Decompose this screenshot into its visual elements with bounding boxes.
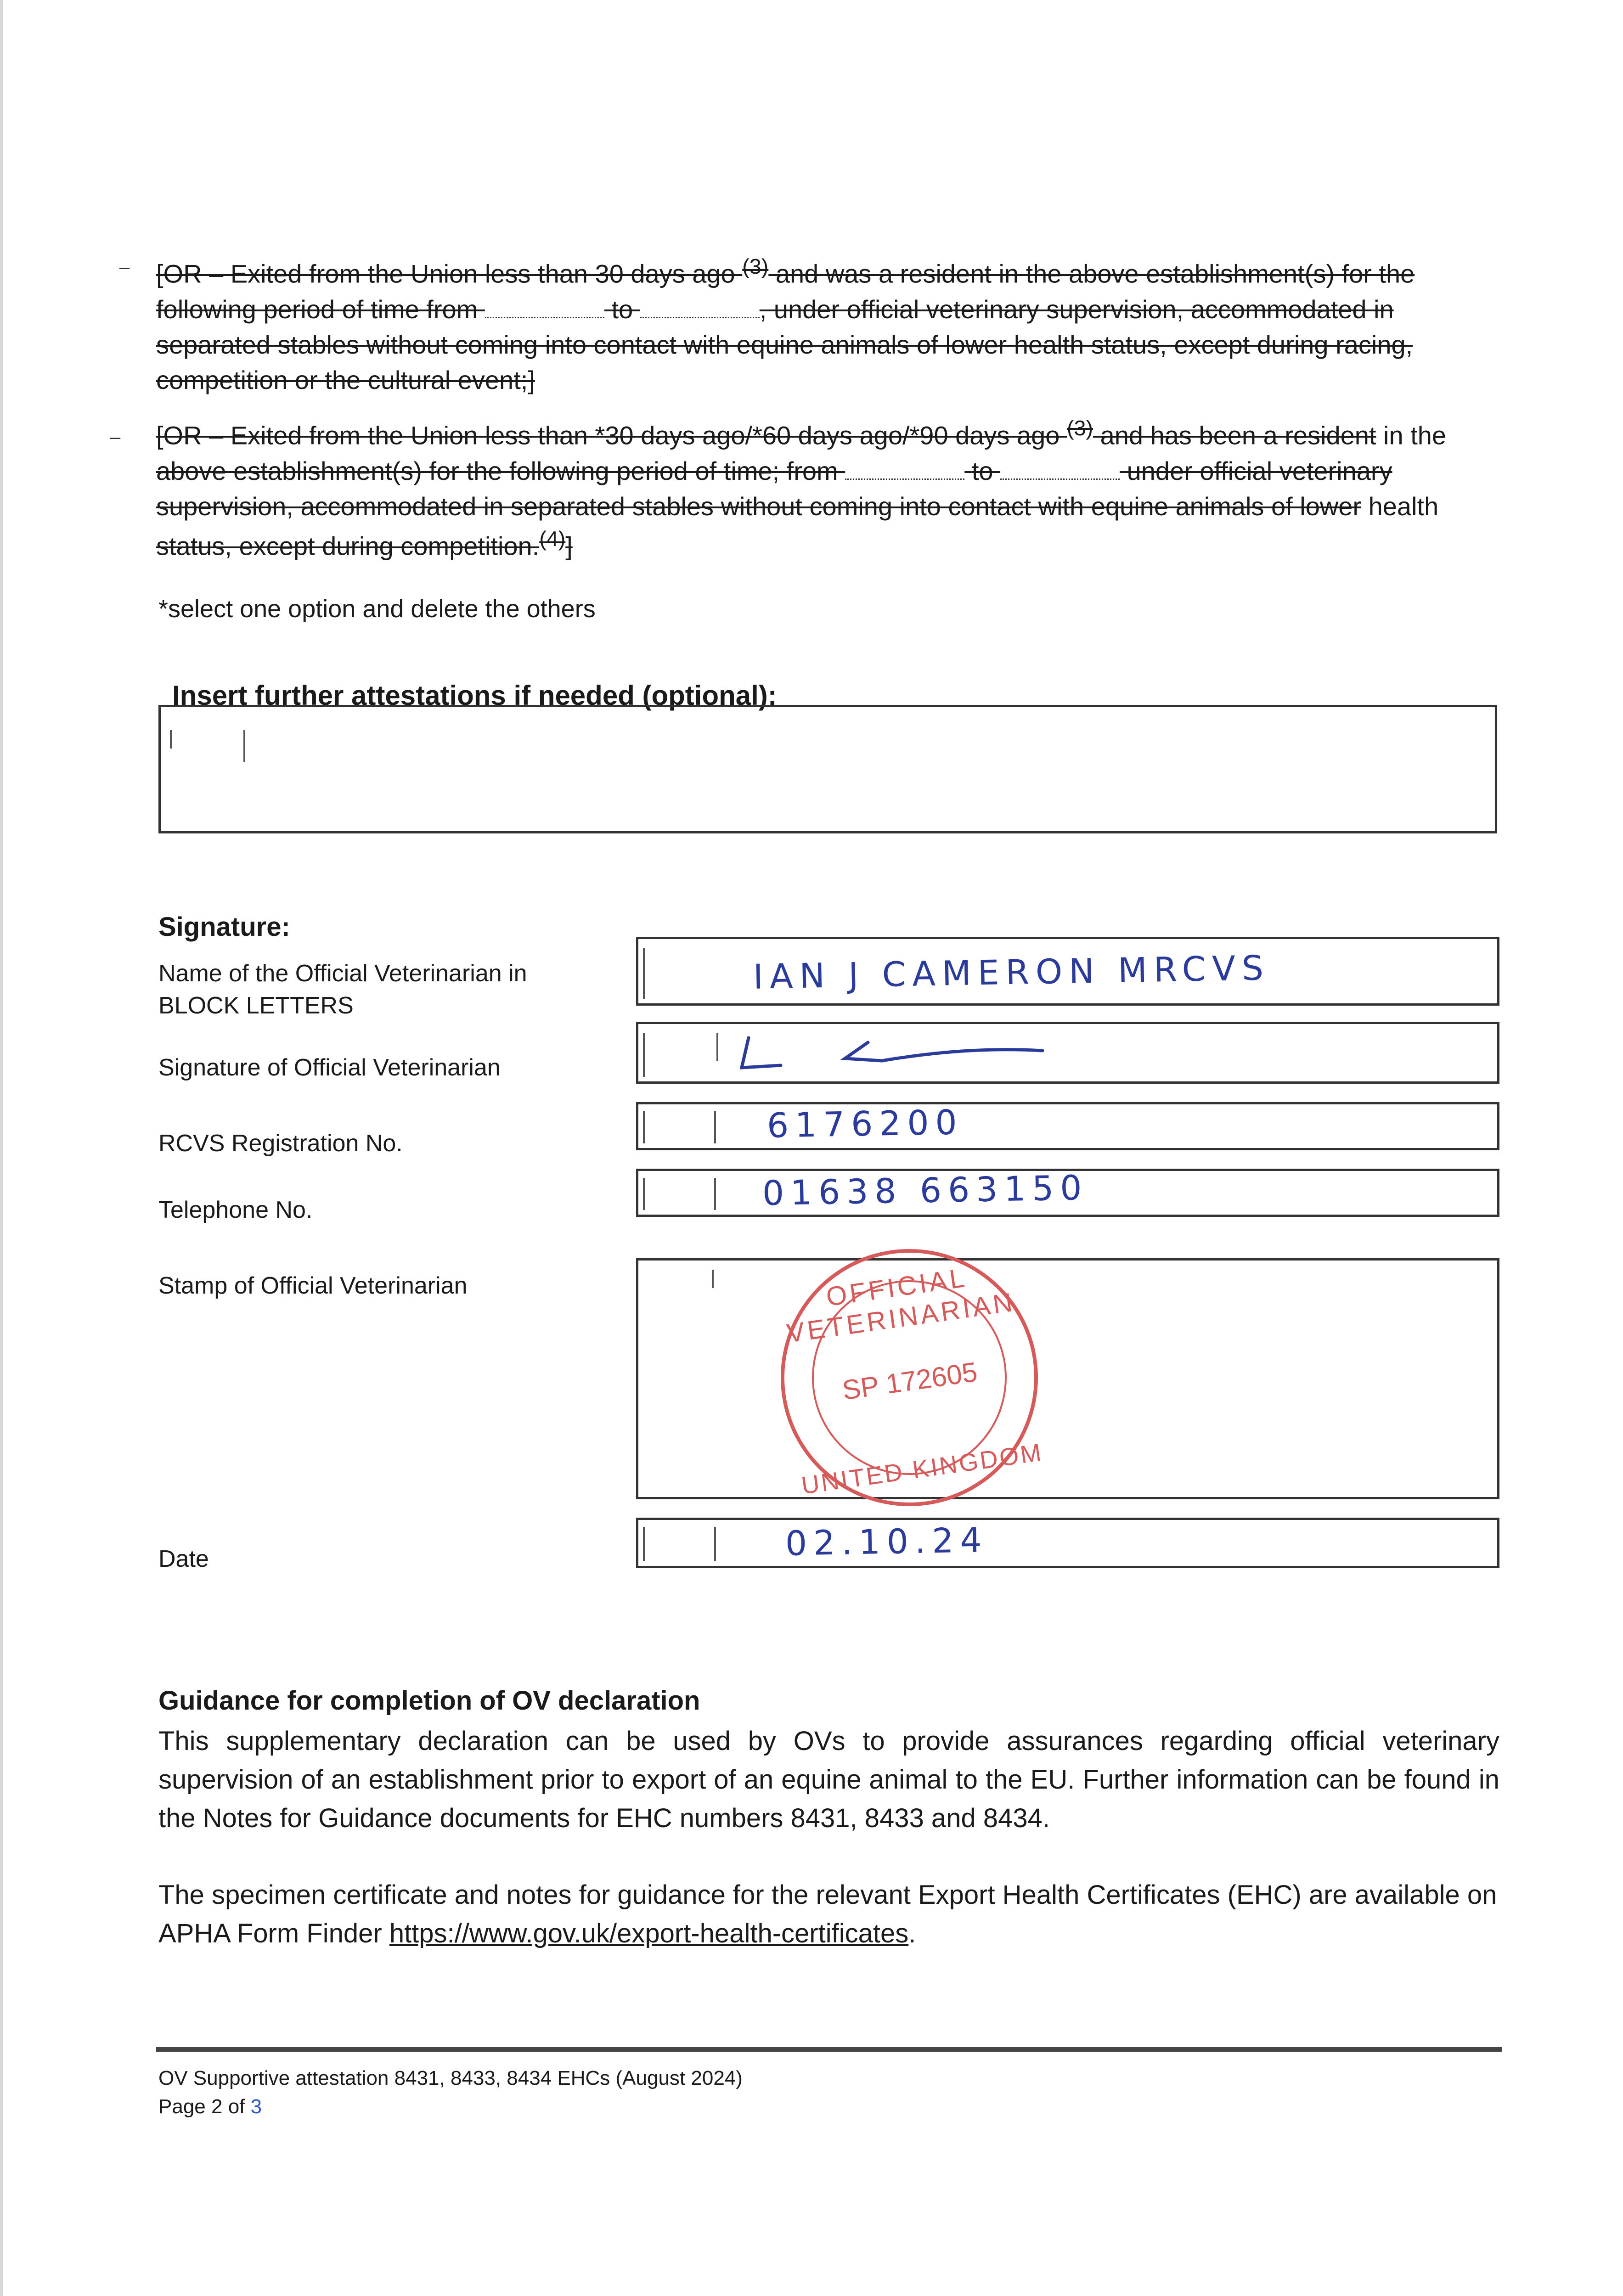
para1-sup: (3) — [742, 254, 769, 278]
field-border-tick — [714, 1111, 716, 1143]
from-date-blank — [485, 298, 604, 318]
para2-line1b: and has been a resident — [1093, 421, 1376, 450]
para2-line3b: health — [1361, 492, 1439, 521]
field-border-tick — [716, 1033, 718, 1061]
to-date-blank — [1000, 460, 1120, 480]
para2-line2b: to — [971, 456, 993, 485]
telephone-label: Telephone No. — [158, 1197, 313, 1223]
select-option-note: *select one option and delete the others — [158, 595, 596, 623]
guidance-heading: Guidance for completion of OV declaration — [158, 1686, 700, 1716]
guidance-paragraph-2-text: The specimen certificate and notes for guidance for the relevant Export Health Certificates (EHC) are available on APHA Form Finder — [158, 1880, 1497, 1949]
further-attestations-box[interactable] — [158, 705, 1497, 833]
to-date-blank — [640, 298, 760, 318]
bullet-mark: – — [110, 427, 121, 447]
ov-name-field[interactable] — [636, 937, 1499, 1006]
para2-line1c: in the — [1376, 421, 1447, 450]
page-number — [158, 2093, 743, 2121]
para1-line2b: to — [611, 294, 633, 324]
stamp-number: SP 172605 — [840, 1356, 980, 1406]
date-field[interactable] — [636, 1518, 1499, 1568]
para2-line3a: supervision, accommodated in separated stables without coming into contact with equine animals of lower — [156, 492, 1362, 521]
date-label: Date — [158, 1546, 209, 1572]
signature-heading: Signature: — [158, 912, 290, 942]
para1-line1-tail: and was a resident in the above establishment(s) for the — [768, 259, 1415, 288]
bullet-mark: – — [119, 257, 130, 277]
telephone-value: 01638 663150 — [762, 1168, 1089, 1214]
rcvs-field[interactable] — [636, 1102, 1499, 1150]
page-current: 2 — [211, 2095, 223, 2118]
further-attestations-heading: Insert further attestations if needed (optional): — [172, 680, 777, 711]
para2-line2c: under official veterinary — [1127, 456, 1392, 485]
page-of: of — [222, 2095, 251, 2118]
handwritten-signature — [730, 1029, 1144, 1079]
page-prefix: Page — [158, 2095, 211, 2118]
text-cursor — [170, 730, 172, 748]
field-border-tick — [643, 948, 645, 999]
exit-30-days-paragraph — [156, 252, 1497, 398]
para2-sup: (3) — [1067, 416, 1093, 440]
guidance-paragraph-2 — [158, 1876, 1499, 1953]
field-border-tick — [643, 1033, 645, 1077]
telephone-field[interactable] — [636, 1169, 1499, 1217]
page-total: 3 — [250, 2095, 262, 2118]
field-border-tick — [712, 1270, 714, 1288]
stamp-top-text: OFFICIAL VETERINARIAN — [785, 1262, 1017, 1349]
text-cursor — [243, 730, 245, 762]
date-value: 02.10.24 — [785, 1520, 989, 1564]
ov-name-label-line1: Name of the Official Veterinarian in — [158, 960, 527, 987]
field-border-tick — [714, 1178, 716, 1210]
stamp-field[interactable] — [636, 1258, 1499, 1499]
export-health-certificates-link[interactable]: https://www.gov.uk/export-health-certificates — [389, 1919, 909, 1949]
footer — [158, 2064, 743, 2121]
field-border-tick — [643, 1111, 645, 1143]
guidance-paragraph-2-end: . — [908, 1919, 916, 1949]
para1-line3: separated stables without coming into contact with equine animals of lower health status, except during racing, — [156, 330, 1413, 360]
field-border-tick — [643, 1527, 645, 1561]
ov-signature-label: Signature of Official Veterinarian — [158, 1054, 501, 1081]
para2-line4-end: ] — [565, 532, 573, 561]
para2-line4: status, except during competition. — [156, 532, 540, 561]
para1-line2c: , under official veterinary supervision, accommodated in — [759, 294, 1394, 324]
ov-name-label-line2: BLOCK LETTERS — [158, 992, 354, 1019]
para2-line2a: above establishment(s) for the following period of time; from — [156, 456, 838, 485]
stamp-bottom-text: UNITED KINGDOM — [800, 1438, 1045, 1500]
stamp-label: Stamp of Official Veterinarian — [158, 1272, 468, 1299]
para2-line1a: [OR – Exited from the Union less than *30 days ago/*60 days ago/*90 days ago — [156, 421, 1067, 450]
para1-line4: competition or the cultural event;] — [156, 366, 535, 395]
guidance-paragraph-1: This supplementary declaration can be used by OVs to provide assurances regarding official veterinary supervision of an establishment prior to export of an equine animal to the EU. Further information can be found in the Notes for Guidance documents for EHC numbers 8431, 8433 and 8434. — [158, 1726, 1499, 1834]
field-border-tick — [714, 1527, 716, 1561]
rcvs-label: RCVS Registration No. — [158, 1130, 403, 1157]
ov-signature-field[interactable] — [636, 1022, 1499, 1084]
field-border-tick — [643, 1178, 645, 1210]
ov-name-value: IAN J CAMERON MRCVS — [753, 948, 1270, 997]
exit-30-60-90-days-paragraph — [156, 413, 1497, 564]
footer-document-title: OV Supportive attestation 8431, 8433, 8434 EHCs (August 2024) — [158, 2067, 743, 2089]
para1-line2a: following period of time from — [156, 294, 478, 324]
para2-line4-sup: (4) — [539, 527, 566, 551]
from-date-blank — [845, 460, 964, 480]
rcvs-value: 6176200 — [766, 1103, 964, 1146]
page-edge — [0, 0, 3, 2296]
ov-name-label — [158, 957, 527, 1022]
para1-line1: [OR – Exited from the Union less than 30 days ago — [156, 259, 743, 288]
footer-rule — [156, 2047, 1502, 2052]
